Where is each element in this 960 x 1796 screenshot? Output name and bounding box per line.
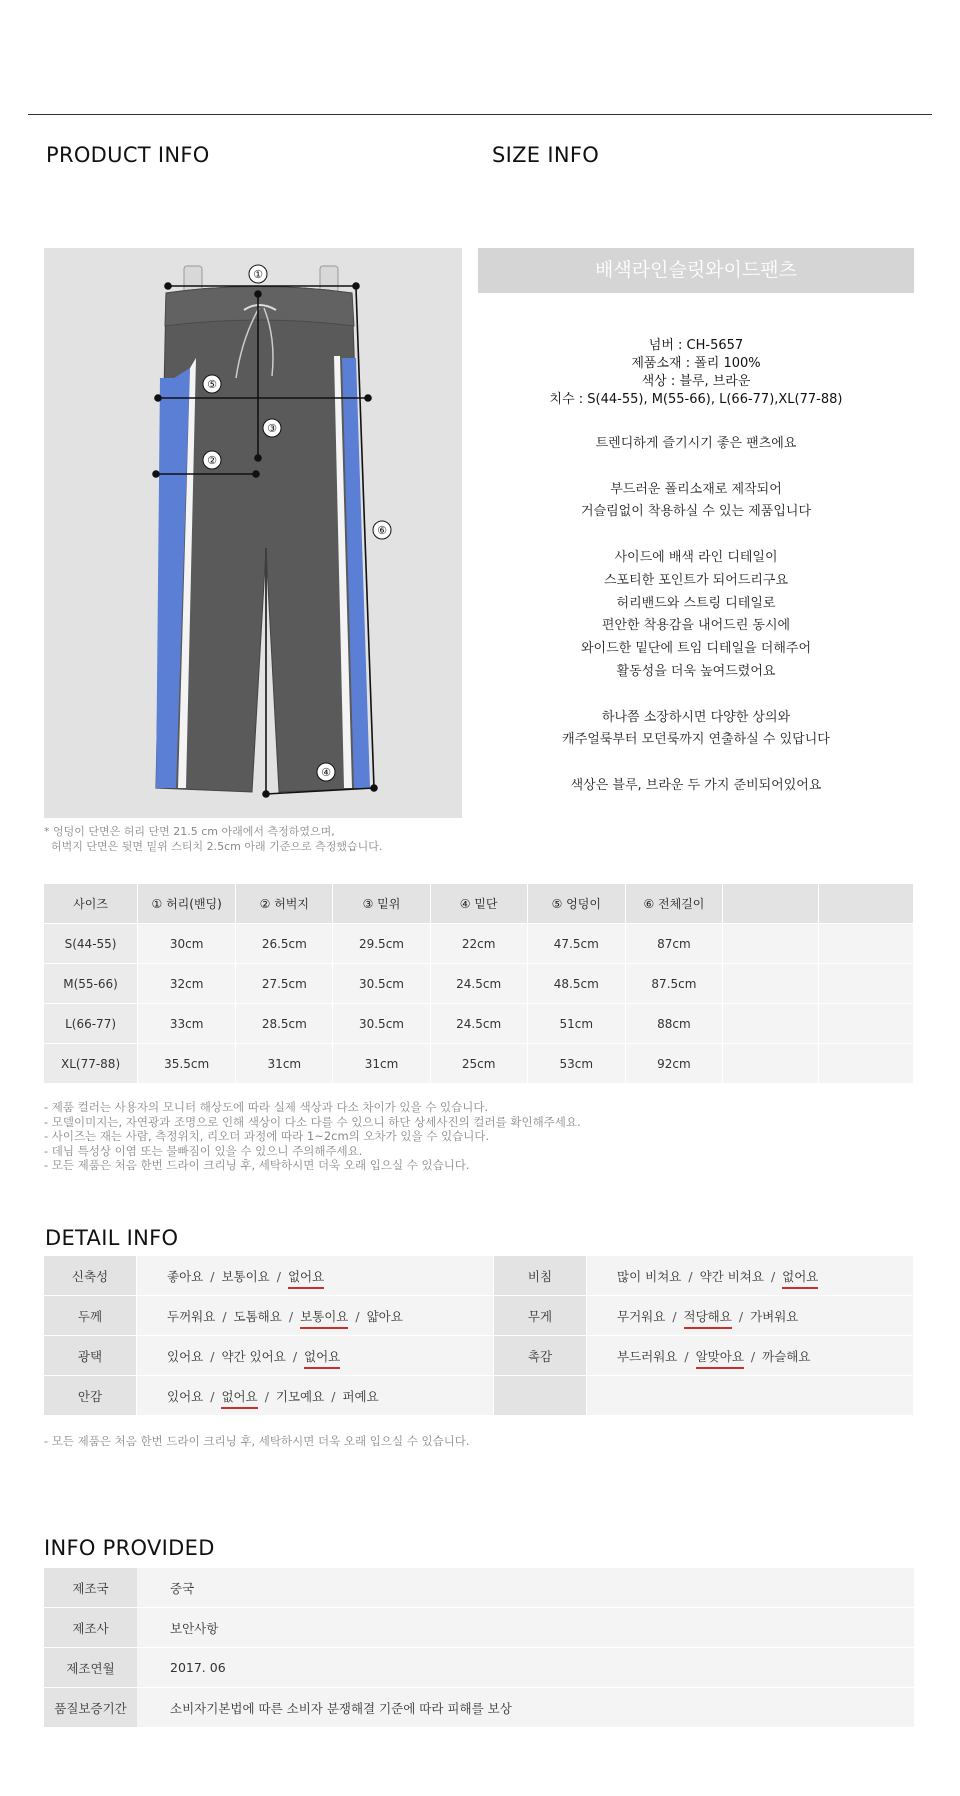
description-line — [478, 524, 914, 547]
info-label: 제조사 — [44, 1608, 137, 1648]
size-value-cell: 31cm — [333, 1044, 430, 1084]
size-table-header — [44, 884, 914, 924]
detail-option-selected: 없어요 — [288, 1269, 324, 1289]
marker-4: ④ — [321, 766, 331, 779]
info-row — [44, 1688, 914, 1728]
size-value-cell: 51cm — [528, 1004, 626, 1044]
marker-6: ⑥ — [377, 524, 387, 537]
product-info-heading: PRODUCT INFO — [46, 143, 210, 167]
marker-1: ① — [253, 268, 263, 281]
detail-option: 무거워요 — [617, 1308, 666, 1324]
table-row — [44, 1044, 914, 1084]
measure-note-line: 허벅지 단면은 뒷면 밑위 스티치 2.5cm 아래 기준으로 측정했습니다. — [44, 840, 383, 853]
size-value-cell — [819, 964, 914, 1004]
info-label: 품질보증기간 — [44, 1688, 137, 1728]
detail-options — [137, 1336, 494, 1376]
size-value-cell: 47.5cm — [528, 924, 626, 964]
detail-row — [44, 1376, 914, 1416]
info-value: 중국 — [137, 1568, 914, 1608]
option-separator: / — [672, 1308, 677, 1324]
detail-option-selected: 알맞아요 — [696, 1349, 744, 1369]
size-header-cell: ⑤ 엉덩이 — [528, 884, 626, 924]
detail-row — [44, 1296, 914, 1336]
detail-table — [44, 1256, 914, 1416]
option-separator: / — [331, 1388, 336, 1404]
info-value: 2017. 06 — [137, 1648, 914, 1688]
detail-options — [137, 1256, 494, 1296]
option-separator: / — [288, 1308, 294, 1324]
detail-option: 있어요 — [167, 1388, 204, 1404]
measure-note — [44, 824, 382, 854]
size-value-cell — [819, 924, 914, 964]
detail-option: 좋아요 — [167, 1268, 204, 1284]
description-line: 색상은 블루, 브라운 두 가지 준비되어있어요 — [570, 777, 822, 793]
note-line: - 데님 특성상 이염 또는 물빠짐이 있을 수 있으니 주의해주세요. — [44, 1143, 363, 1158]
note-line: - 제품 컬러는 사용자의 모니터 해상도에 따라 실제 색상과 다소 차이가 있을 수 있습니다. — [44, 1100, 489, 1114]
detail-option: 까슬해요 — [762, 1348, 811, 1364]
detail-options — [137, 1296, 494, 1336]
detail-option: 있어요 — [167, 1348, 204, 1364]
detail-label: 안감 — [44, 1376, 137, 1416]
marker-5: ⑤ — [207, 378, 217, 391]
description-line — [478, 684, 914, 707]
detail-note: - 모든 제품은 처음 한번 드라이 크리닝 후, 세탁하시면 더욱 오래 입으실 수 있습니다. — [44, 1434, 470, 1448]
size-value-cell: 48.5cm — [528, 964, 626, 1004]
detail-label: 무게 — [494, 1296, 587, 1336]
size-value-cell: 87cm — [626, 924, 723, 964]
size-label-cell: XL(77-88) — [44, 1044, 138, 1084]
size-value-cell: 25cm — [431, 1044, 528, 1084]
note-line: - 모델이미지는, 자연광과 조명으로 인해 색상이 다소 다를 수 있으니 하단 상세사진의 컬러를 확인해주세요. — [44, 1114, 581, 1129]
option-separator: / — [750, 1348, 756, 1364]
table-row — [44, 924, 914, 964]
spec-material: 제품소재 : 폴리 100% — [631, 356, 761, 371]
detail-option-selected: 없어요 — [782, 1269, 818, 1289]
option-separator: / — [684, 1348, 689, 1364]
size-value-cell: 27.5cm — [236, 964, 333, 1004]
size-value-cell: 30.5cm — [333, 1004, 430, 1044]
size-value-cell — [723, 1044, 819, 1084]
size-header-cell: ① 허리(밴딩) — [138, 884, 236, 924]
size-value-cell — [723, 964, 819, 1004]
option-separator: / — [355, 1308, 360, 1324]
size-header-cell: ② 허벅지 — [236, 884, 333, 924]
size-label-cell: M(55-66) — [44, 964, 138, 1004]
info-label: 제조국 — [44, 1568, 137, 1608]
product-description — [478, 433, 914, 798]
size-value-cell: 24.5cm — [431, 1004, 528, 1044]
detail-option: 가벼워요 — [750, 1308, 799, 1324]
description-line: 스포티한 포인트가 되어드리구요 — [603, 572, 789, 588]
size-header-cell: ④ 밑단 — [431, 884, 528, 924]
description-line: 하나쯤 소장하시면 다양한 상의와 — [601, 709, 791, 725]
size-value-cell: 30cm — [138, 924, 236, 964]
option-separator: / — [688, 1268, 693, 1284]
detail-label: 두께 — [44, 1296, 137, 1336]
pants-illustration — [44, 248, 462, 818]
info-value: 소비자기본법에 따른 소비자 분쟁해결 기준에 따라 피해를 보상 — [137, 1688, 914, 1728]
description-line — [478, 752, 914, 775]
size-value-cell: 53cm — [528, 1044, 626, 1084]
marker-3: ③ — [267, 422, 277, 435]
empty-cell — [494, 1376, 587, 1416]
description-line: 부드러운 폴리소재로 제작되어 — [610, 481, 782, 497]
option-separator: / — [210, 1268, 215, 1284]
option-separator: / — [276, 1268, 281, 1284]
description-line: 사이드에 배색 라인 디테일이 — [614, 549, 778, 565]
size-value-cell — [723, 924, 819, 964]
size-value-cell: 88cm — [626, 1004, 723, 1044]
detail-option: 두꺼워요 — [167, 1308, 216, 1324]
size-value-cell — [723, 1004, 819, 1044]
detail-row — [44, 1336, 914, 1376]
detail-options — [137, 1376, 494, 1416]
size-value-cell: 92cm — [626, 1044, 723, 1084]
detail-info-heading: DETAIL INFO — [45, 1226, 179, 1250]
size-header-cell — [723, 884, 819, 924]
size-header-cell — [819, 884, 914, 924]
size-info-heading: SIZE INFO — [492, 143, 600, 167]
option-separator: / — [210, 1348, 215, 1364]
description-line — [478, 456, 914, 479]
detail-option: 부드러워요 — [617, 1348, 678, 1364]
marker-2: ② — [207, 454, 217, 467]
description-line: 허리밴드와 스트링 디테일로 — [616, 595, 776, 611]
note-line: - 모든 제품은 처음 한번 드라이 크리닝 후, 세탁하시면 더욱 오래 입으실 수 있습니다. — [44, 1158, 470, 1172]
detail-options — [587, 1336, 914, 1376]
detail-option: 약간 비쳐요 — [699, 1268, 764, 1284]
size-label-cell: L(66-77) — [44, 1004, 138, 1044]
info-row — [44, 1648, 914, 1688]
spec-size: 치수 : S(44-55), M(55-66), L(66-77),XL(77-88) — [549, 392, 843, 407]
spec-number: 넘버 : CH-5657 — [648, 338, 744, 353]
detail-label: 촉감 — [494, 1336, 587, 1376]
detail-option: 퍼예요 — [342, 1388, 379, 1404]
info-provided-table — [44, 1568, 914, 1728]
notes-list — [44, 1100, 581, 1173]
description-line: 트렌디하게 즐기시기 좋은 팬츠에요 — [595, 436, 797, 451]
detail-option-selected: 없어요 — [304, 1349, 340, 1369]
size-value-cell: 33cm — [138, 1004, 236, 1044]
option-separator: / — [264, 1388, 269, 1404]
size-value-cell — [819, 1004, 914, 1044]
product-image — [44, 248, 462, 818]
option-separator: / — [770, 1268, 776, 1284]
option-separator: / — [210, 1388, 215, 1404]
option-separator: / — [738, 1308, 744, 1324]
info-row — [44, 1568, 914, 1608]
detail-options — [587, 1256, 914, 1296]
detail-option-selected: 적당해요 — [684, 1309, 732, 1329]
size-header-cell: 사이즈 — [44, 884, 138, 924]
description-line: 와이드한 밑단에 트임 디테일을 더해주어 — [580, 641, 811, 657]
option-separator: / — [222, 1308, 227, 1324]
detail-option: 얇아요 — [366, 1308, 403, 1324]
size-value-cell: 35.5cm — [138, 1044, 236, 1084]
top-divider — [28, 114, 932, 115]
description-line: 캐주얼룩부터 모던룩까지 연출하실 수 있답니다 — [562, 732, 830, 748]
product-name-bar: 배색라인슬릿와이드팬츠 — [478, 248, 914, 293]
description-line: 활동성을 더욱 높여드렸어요 — [616, 663, 776, 679]
table-row — [44, 964, 914, 1004]
detail-label: 비침 — [494, 1256, 587, 1296]
detail-label: 신축성 — [44, 1256, 137, 1296]
size-table — [44, 884, 914, 1084]
note-line: - 사이즈는 재는 사람, 측정위치, 리오더 과정에 따라 1~2cm의 오차가 있을 수 있습니다. — [44, 1129, 490, 1143]
table-row — [44, 1004, 914, 1044]
size-value-cell: 24.5cm — [431, 964, 528, 1004]
info-value: 보안사항 — [137, 1608, 914, 1648]
size-value-cell: 30.5cm — [333, 964, 430, 1004]
size-value-cell: 29.5cm — [333, 924, 430, 964]
description-line: 편안한 착용감을 내어드린 동시에 — [601, 618, 791, 634]
detail-option-selected: 보통이요 — [300, 1309, 348, 1329]
detail-option: 도톰해요 — [233, 1308, 282, 1324]
size-value-cell: 31cm — [236, 1044, 333, 1084]
size-value-cell: 22cm — [431, 924, 528, 964]
size-header-cell: ⑥ 전체길이 — [626, 884, 723, 924]
size-value-cell: 26.5cm — [236, 924, 333, 964]
detail-option: 보통이요 — [221, 1268, 270, 1284]
measure-note-line: * 엉덩이 단면은 허리 단면 21.5 cm 아래에서 측정하였으며, — [44, 825, 335, 838]
detail-options — [587, 1296, 914, 1336]
size-label-cell: S(44-55) — [44, 924, 138, 964]
size-value-cell: 87.5cm — [626, 964, 723, 1004]
detail-option: 많이 비쳐요 — [617, 1268, 682, 1284]
size-value-cell: 32cm — [138, 964, 236, 1004]
info-provided-heading: INFO PROVIDED — [44, 1536, 215, 1560]
detail-label: 광택 — [44, 1336, 137, 1376]
description-line: 거슬림없이 착용하실 수 있는 제품입니다 — [580, 504, 811, 520]
size-value-cell — [819, 1044, 914, 1084]
size-value-cell: 28.5cm — [236, 1004, 333, 1044]
empty-cell — [587, 1376, 914, 1416]
detail-option: 기모예요 — [275, 1388, 325, 1404]
detail-option-selected: 없어요 — [221, 1389, 257, 1409]
size-header-cell: ③ 밑위 — [333, 884, 430, 924]
detail-option: 약간 있어요 — [221, 1348, 286, 1364]
info-label: 제조연월 — [44, 1648, 137, 1688]
info-row — [44, 1608, 914, 1648]
detail-row — [44, 1256, 914, 1296]
spec-color: 색상 : 블루, 브라운 — [641, 374, 751, 389]
option-separator: / — [292, 1348, 298, 1364]
